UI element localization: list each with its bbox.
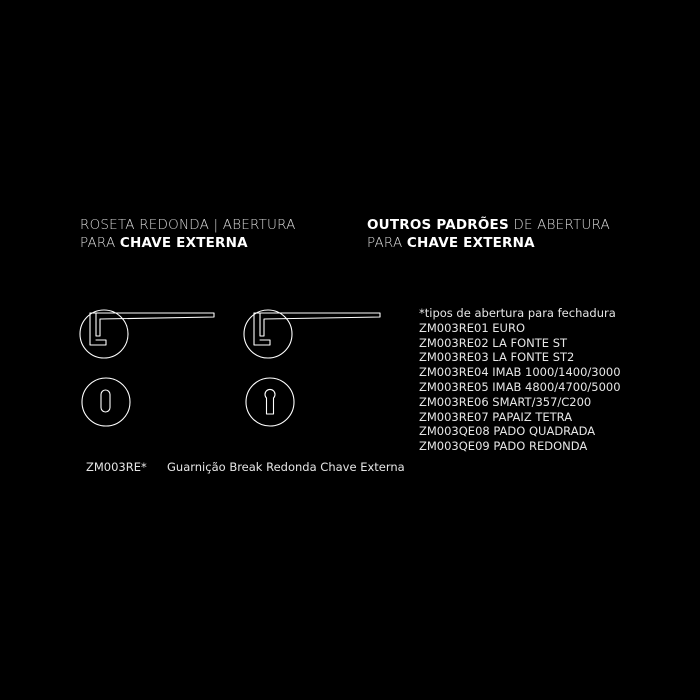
heading-right-line1-bold: OUTROS PADRÕES <box>367 217 509 233</box>
lever-handle-left-drawing <box>80 310 214 358</box>
heading-left-line2-prefix: PARA <box>80 235 120 251</box>
heading-right-line1-rest: DE ABERTURA <box>508 217 610 233</box>
product-description: Guarnição Break Redonda Chave Externa <box>167 460 405 474</box>
heading-right-line2-prefix: PARA <box>367 235 407 251</box>
escutcheon-left-drawing <box>82 378 130 426</box>
heading-right-line2-bold: CHAVE EXTERNA <box>406 235 535 251</box>
heading-left-line2-bold: CHAVE EXTERNA <box>119 235 248 251</box>
list-item: ZM003RE02 LA FONTE ST <box>419 335 568 350</box>
list-item: ZM003RE04 IMAB 1000/1400/3000 <box>419 365 621 380</box>
opening-types-list <box>419 306 621 454</box>
heading-left-line1: ROSETA REDONDA | ABERTURA <box>80 217 296 233</box>
list-item: ZM003RE05 IMAB 4800/4700/5000 <box>419 379 621 394</box>
list-item: ZM003QE08 PADO QUADRADA <box>419 424 596 439</box>
list-item: ZM003RE01 EURO <box>419 320 526 335</box>
list-item: ZM003RE03 LA FONTE ST2 <box>419 350 575 365</box>
list-item: ZM003QE09 PADO REDONDA <box>419 439 588 454</box>
product-code: ZM003RE* <box>86 460 147 474</box>
list-item: ZM003RE07 PAPAIZ TETRA <box>419 409 573 424</box>
list-item: ZM003RE06 SMART/357/C200 <box>419 394 592 409</box>
escutcheon-right-drawing <box>246 378 294 426</box>
opening-types-header: *tipos de abertura para fechadura <box>419 306 616 320</box>
lever-handle-right-drawing <box>244 310 380 358</box>
